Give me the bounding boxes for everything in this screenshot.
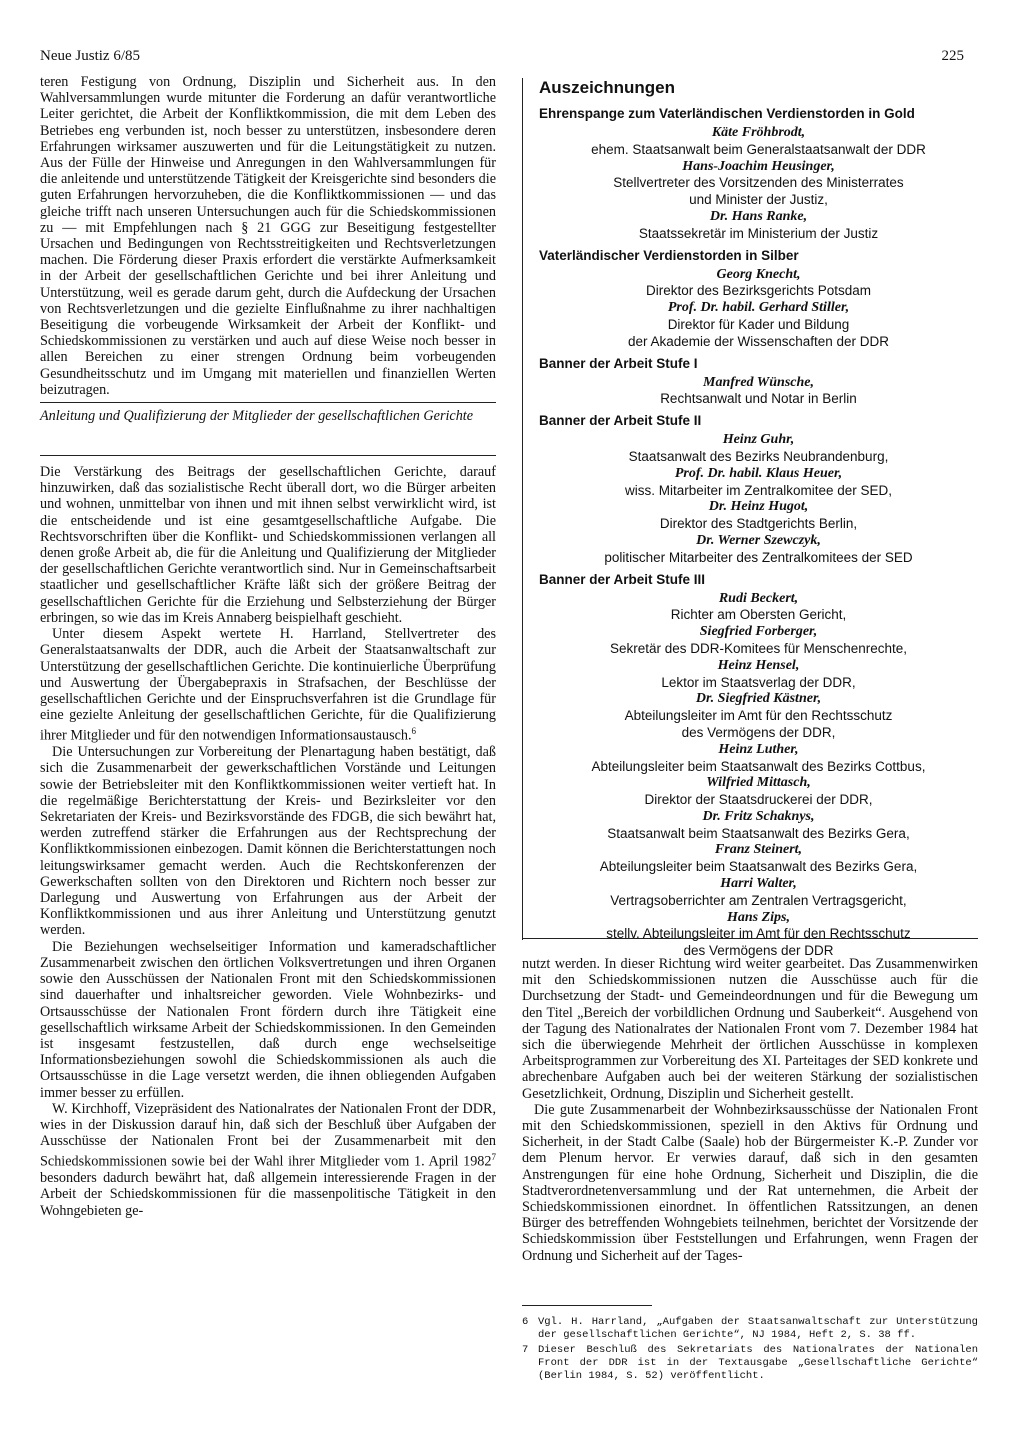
recipient	[539, 809, 978, 843]
paragraph: Die gute Zusammenarbeit der Wohnbezirksausschüsse der Nationalen Front mit den Schiedskommissionen, speziell in den Aktivs für Ordnung und Sicherheit, in der Stadt Calbe (Saale) hob der Bürgermeister K.-P. Zunder vor dem Plenum hervor. Er verwies darauf, daß sich in den gesamten Anstrengungen für eine hohe Ordnung, Sicherheit und Disziplin, die die Stadtverordnetenversammlung und der Rat unternehmen, die Arbeit der Schiedskommissionen einordnet. In öffentlichen Ratssitzungen, an denen Bürger des betreffenden Wohngebiets teilnehmen, berichtet der Vorsitzende der Schiedskommission über Feststellungen und Erfahrungen, wenn Fragen der Ordnung und Sicherheit auf der Tages-	[522, 1101, 978, 1264]
recipient	[539, 658, 978, 692]
recipient-name: Wilfried Mittasch,	[706, 775, 811, 791]
paragraph-text: W. Kirchhoff, Vizepräsident des Nationalrates der Nationalen Front der DDR, wies in der Diskussion darauf hin, daß sich der Beschluß über Aufgaben der Ausschüsse der Nationalen Front bei der Zusammenarbeit mit den Schiedskommissionen sowie bei der Wahl ihrer Mitglieder vom 1. April 1982	[40, 1100, 496, 1171]
recipient-name: Dr. Hans Ranke,	[709, 208, 808, 224]
journal-title: Neue Justiz 6/85	[40, 48, 140, 64]
recipient-name: Heinz Hensel,	[717, 657, 800, 673]
recipient	[539, 533, 978, 567]
footnote-number: 7	[522, 1344, 529, 1356]
recipient	[539, 691, 978, 741]
award-group-title: Banner der Arbeit Stufe III	[539, 571, 706, 587]
recipient-role: stellv. Abteilungsleiter im Amt für den Rechtsschutz des Vermögens der DDR	[606, 926, 911, 959]
awards-box	[522, 78, 978, 959]
recipient-name: Dr. Werner Szewczyk,	[696, 532, 821, 548]
award-group-title: Banner der Arbeit Stufe II	[539, 413, 702, 429]
recipient	[539, 742, 978, 776]
left-column	[40, 74, 496, 1219]
recipient	[539, 775, 978, 809]
recipient	[539, 910, 978, 960]
recipient	[539, 300, 978, 350]
footnote-text: Dieser Beschluß des Sekretariats des Nationalrates der Nationalen Front der DDR ist in der Textausgabe „Gesellschaftliche Gerichte“ (Berlin 1984, S. 52) veröffentlicht.	[538, 1344, 978, 1382]
recipient-role: Rechtsanwalt und Notar in Berlin	[660, 391, 857, 407]
recipient-name: Dr. Heinz Hugot,	[708, 499, 809, 515]
award-group-title: Vaterländischer Verdienstorden in Silber	[539, 247, 799, 263]
recipient-name: Dr. Fritz Schaknys,	[702, 808, 815, 824]
section-heading-text: Anleitung und Qualifizierung der Mitglieder der gesellschaftlichen Gerichte	[40, 408, 474, 425]
recipient	[539, 499, 978, 533]
recipient-name: Hans Zips,	[726, 909, 790, 925]
recipient	[539, 624, 978, 658]
paragraph	[40, 626, 496, 744]
recipient-name: Prof. Dr. habil. Klaus Heuer,	[674, 465, 843, 481]
recipient-role: Lektor im Staatsverlag der DDR,	[661, 674, 856, 690]
footnotes	[522, 1316, 978, 1385]
recipient-role: Abteilungsleiter beim Staatsanwalt des Bezirks Gera,	[599, 859, 918, 875]
recipient-role: Direktor der Staatsdruckerei der DDR,	[644, 792, 873, 808]
recipient-role: Direktor des Bezirksgerichts Potsdam	[645, 283, 872, 299]
recipient-role: Staatsanwalt des Bezirks Neubrandenburg,	[628, 448, 889, 464]
right-column	[522, 956, 978, 1264]
recipient-role: politischer Mitarbeiter des Zentralkomitees der SED	[604, 549, 913, 565]
recipient-role: Staatsanwalt beim Staatsanwalt des Bezirks Gera,	[607, 825, 910, 841]
paragraph: Die Beziehungen wechselseitiger Information und kameradschaftlicher Zusammenarbeit zwischen den örtlichen Volksvertretungen und ihren Organen sowie den Ausschüssen der Nationalen Front mit den Schiedskommissionen sind dauerhafter und inhaltsreicher geworden. Viele Wohnbezirks- und Ortsausschüsse der Nationalen Front fördern durch ihre Tätigkeit eine gesellschaftlich wirksame Arbeit der Schiedskommissionen. In den Gemeinden ist insgesamt festzustellen, daß durch enge wechselseitige Informationsbeziehungen sowohl die Schiedskommissionen als auch die Ortsausschüsse in die Lage versetzt werden, die ihnen obliegenden Aufgaben immer besser zu erfüllen.	[40, 938, 496, 1101]
recipient-name: Franz Steinert,	[714, 842, 803, 858]
award-group-title: Ehrenspange zum Vaterländischen Verdienstorden in Gold	[539, 106, 915, 121]
recipient-role: Richter am Obersten Gericht,	[670, 607, 847, 623]
recipient	[539, 432, 978, 466]
recipient-role: Staatssekretär im Ministerium der Justiz	[638, 225, 879, 241]
footnote	[522, 1316, 978, 1342]
recipient-name: Rudi Beckert,	[718, 590, 799, 606]
recipient-role: Stellvertreter des Vorsitzenden des Ministerrates und Minister der Justiz,	[613, 175, 904, 208]
paragraph: Die Verstärkung des Beitrags der gesellschaftlichen Gerichte, darauf hinzuwirken, daß das sozialistische Recht überall dort, wo die Bürger arbeiten und wohnen, unmittelbar von ihnen und mit ihnen selbst verwirklicht wird, ist die entscheidende und ist eine gesamtgesellschaftliche Aufgabe. Die Rechtsvorschriften über die Konflikt- und Schiedskommissionen verlangen all denen große Arbeit ab, die für die Anleitung und Qualifizierung der Mitglieder der gesellschaftlichen Gerichte verantwortlich sind. Nur in Gemeinschaftsarbeit staatlicher und gesellschaftlicher Kräfte läßt sich der größere Beitrag der gesellschaftlichen Gerichte für die Erziehung und Selbsterziehung der Bürger erbringen, so wie das im Kreis Annaberg beispielhaft geschieht.	[40, 464, 496, 626]
awards-title: Auszeichnungen	[539, 78, 676, 97]
footnote-number: 6	[522, 1316, 529, 1328]
recipient-name: Siegfried Forberger,	[699, 624, 818, 640]
recipient-name: Heinz Luther,	[718, 741, 799, 757]
paragraph	[40, 1101, 496, 1219]
footnote-ref: 6	[411, 726, 417, 737]
recipient-name: Dr. Siegfried Kästner,	[695, 691, 822, 707]
recipient	[539, 209, 978, 243]
recipient	[539, 375, 978, 409]
recipient-name: Käte Fröhbrodt,	[711, 125, 806, 140]
recipient	[539, 125, 978, 159]
footnote-divider	[522, 1305, 652, 1306]
recipient-name: Hans-Joachim Heusinger,	[682, 158, 835, 174]
page-number: 225	[941, 48, 964, 64]
footnote-ref: 7	[491, 1152, 496, 1163]
recipient-role: Vertragsoberrichter am Zentralen Vertragsgericht,	[610, 892, 907, 908]
footnote-text: Vgl. H. Harrland, „Aufgaben der Staatsanwaltschaft zur Unterstützung der gesellschaftlichen Gerichte“, NJ 1984, Heft 2, S. 38 ff.	[538, 1316, 978, 1341]
recipient-name: Manfred Wünsche,	[703, 374, 814, 390]
recipient	[539, 876, 978, 910]
paragraph-text: Unter diesem Aspekt wertete H. Harrland, Stellvertreter des Generalstaatsanwalts der DDR, auch die Arbeit der Staatsanwaltschaft zur Unterstützung der gesellschaftlichen Gerichte. Die kontinuierliche Überprüfung und Auswertung der Übergabepraxis in Strafsachen, der Beschlüsse der gesellschaftlichen Gerichte und der Einspruchsverfahren ist die Grundlage für eine gezielte Anleitung der gesellschaftlichen Gerichte, für die Qualifizierung ihrer Mitglieder und für den notwendigen Informationsaustausch.	[40, 626, 496, 745]
recipient-role: Abteilungsleiter beim Staatsanwalt des Bezirks Cottbus,	[591, 758, 926, 774]
recipient-name: Prof. Dr. habil. Gerhard Stiller,	[667, 300, 850, 316]
recipient-role: Direktor für Kader und Bildung der Akademie der Wissenschaften der DDR	[627, 316, 890, 349]
divider	[40, 455, 496, 456]
paragraph: teren Festigung von Ordnung, Disziplin und Sicherheit aus. In den Wahlversammlungen wurde mitunter die Forderung an dafür verantwortliche Leiter gerichtet, die Arbeit der Konfliktkommission, die mit dem Leben des Betriebes eng verbunden ist, noch besser zu unterstützen, insbesondere deren Erfahrungen wirksamer auszuwerten und für die Leitungstätigkeit zu nutzen. Aus der Fülle der Hinweise und Anregungen in den Wahlversammlungen für die anleitende und unterstützende Tätigkeit der Kreisgerichte sind besonders die guten Erfahrungen hervorzuheben, die die Konfliktkommissionen — und das gleiche trifft nach unseren Untersuchungen auch für die Schiedskommissionen zu — mit Empfehlungen nach § 21 GGG zur Beseitigung festgestellter Ursachen und Bedingungen von Rechtsstreitigkeiten und Rechtsverletzungen machen. Die Förderung dieser Praxis erfordert die verstärkte Aufmerksamkeit in der Arbeit der gesellschaftlichen Gerichte und bei ihrer Anleitung und Unterstützung, weil es gerade darum geht, durch die Aufdeckung der Ursachen von Rechtsverletzungen und die gezielte Einflußnahme zu ihrer nachhaltigen Beseitigung die vorbeugende Wirksamkeit der Arbeit der Konflikt- und Schiedskommissionen zu verstärken und auch auf diese Weise noch besser in allen Bereichen zu einer strengen Ordnung beim vorbeugenden Gesundheitsschutz und im Umgang mit materiellen und finanziellen Werten beizutragen.	[40, 74, 496, 398]
award-group-title: Banner der Arbeit Stufe I	[539, 355, 698, 371]
recipient-name: Heinz Guhr,	[722, 432, 795, 448]
page-header	[40, 48, 964, 68]
recipient-role: wiss. Mitarbeiter im Zentralkomitee der SED,	[624, 482, 893, 498]
recipient-role: ehem. Staatsanwalt beim Generalstaatsanwalt der DDR	[591, 141, 926, 157]
recipient-role: Direktor des Stadtgerichts Berlin,	[659, 516, 858, 532]
paragraph-text: besonders dadurch bewährt hat, daß allgemein interessierende Fragen in der Arbeit der Schiedskommissionen für die massenpolitische Tätigkeit in den Wohngebieten ge-	[40, 1170, 496, 1219]
awards-box-divider	[522, 938, 978, 939]
section-heading	[40, 402, 496, 452]
footnote	[522, 1344, 978, 1383]
recipient	[539, 159, 978, 209]
recipient	[539, 591, 978, 625]
recipient	[539, 842, 978, 876]
recipient	[539, 267, 978, 301]
recipient-role: Sekretär des DDR-Komitees für Menschenrechte,	[609, 640, 908, 656]
paragraph: nutzt werden. In dieser Richtung wird weiter gearbeitet. Das Zusammenwirken mit den Schiedskommissionen nutzen die Ausschüsse auch für die Durchsetzung der Stadt- und Gemeindeordnungen und für die Bewegung um den Titel „Bereich der vorbildlichen Ordnung und Sauberkeit“. Ausgehend von der Tagung des Nationalrates der Nationalen Front vom 7. Dezember 1984 hat sich die überwiegende Mehrheit der örtlichen Ausschüsse in komplexen Arbeitsprogrammen zur Vorbereitung des XI. Parteitages der SED konkrete und abrechenbare Aufgaben auch bei der weiteren Stärkung der sozialistischen Gesetzlichkeit, Ordnung, Disziplin und Sicherheit gestellt.	[522, 956, 978, 1102]
paragraph: Die Untersuchungen zur Vorbereitung der Plenartagung haben bestätigt, daß sich die Zusammenarbeit der gewerkschaftlichen Vorstände und Leitungen sowie der Betriebsleiter mit den Konfliktkommissionen weiter vertieft hat. In die regelmäßige Berichterstattung der Kreis- und Bezirksleiter vor den Sekretariaten der Kreis- und Bezirksvorstände des FDGB, die sich bewährt hat, werden zutreffend stärker die Erfahrungen aus der Rechtsprechung der Konfliktkommissionen einbezogen. Damit können die Berichterstattungen noch leitungswirksamer gemacht werden. Auch die Rechtskonferenzen der Gewerkschaften sollten von den Direktoren und Richtern noch besser zur Darlegung und Auswertung von Erfahrungen aus der Arbeit der Konfliktkommissionen und aus ihrer Anleitung und Unterstützung genutzt werden.	[40, 744, 496, 939]
recipient-role: Abteilungsleiter im Amt für den Rechtsschutz des Vermögens der DDR,	[624, 708, 893, 740]
recipient	[539, 466, 978, 500]
recipient-name: Georg Knecht,	[716, 266, 801, 282]
recipient-name: Harri Walter,	[720, 876, 797, 892]
